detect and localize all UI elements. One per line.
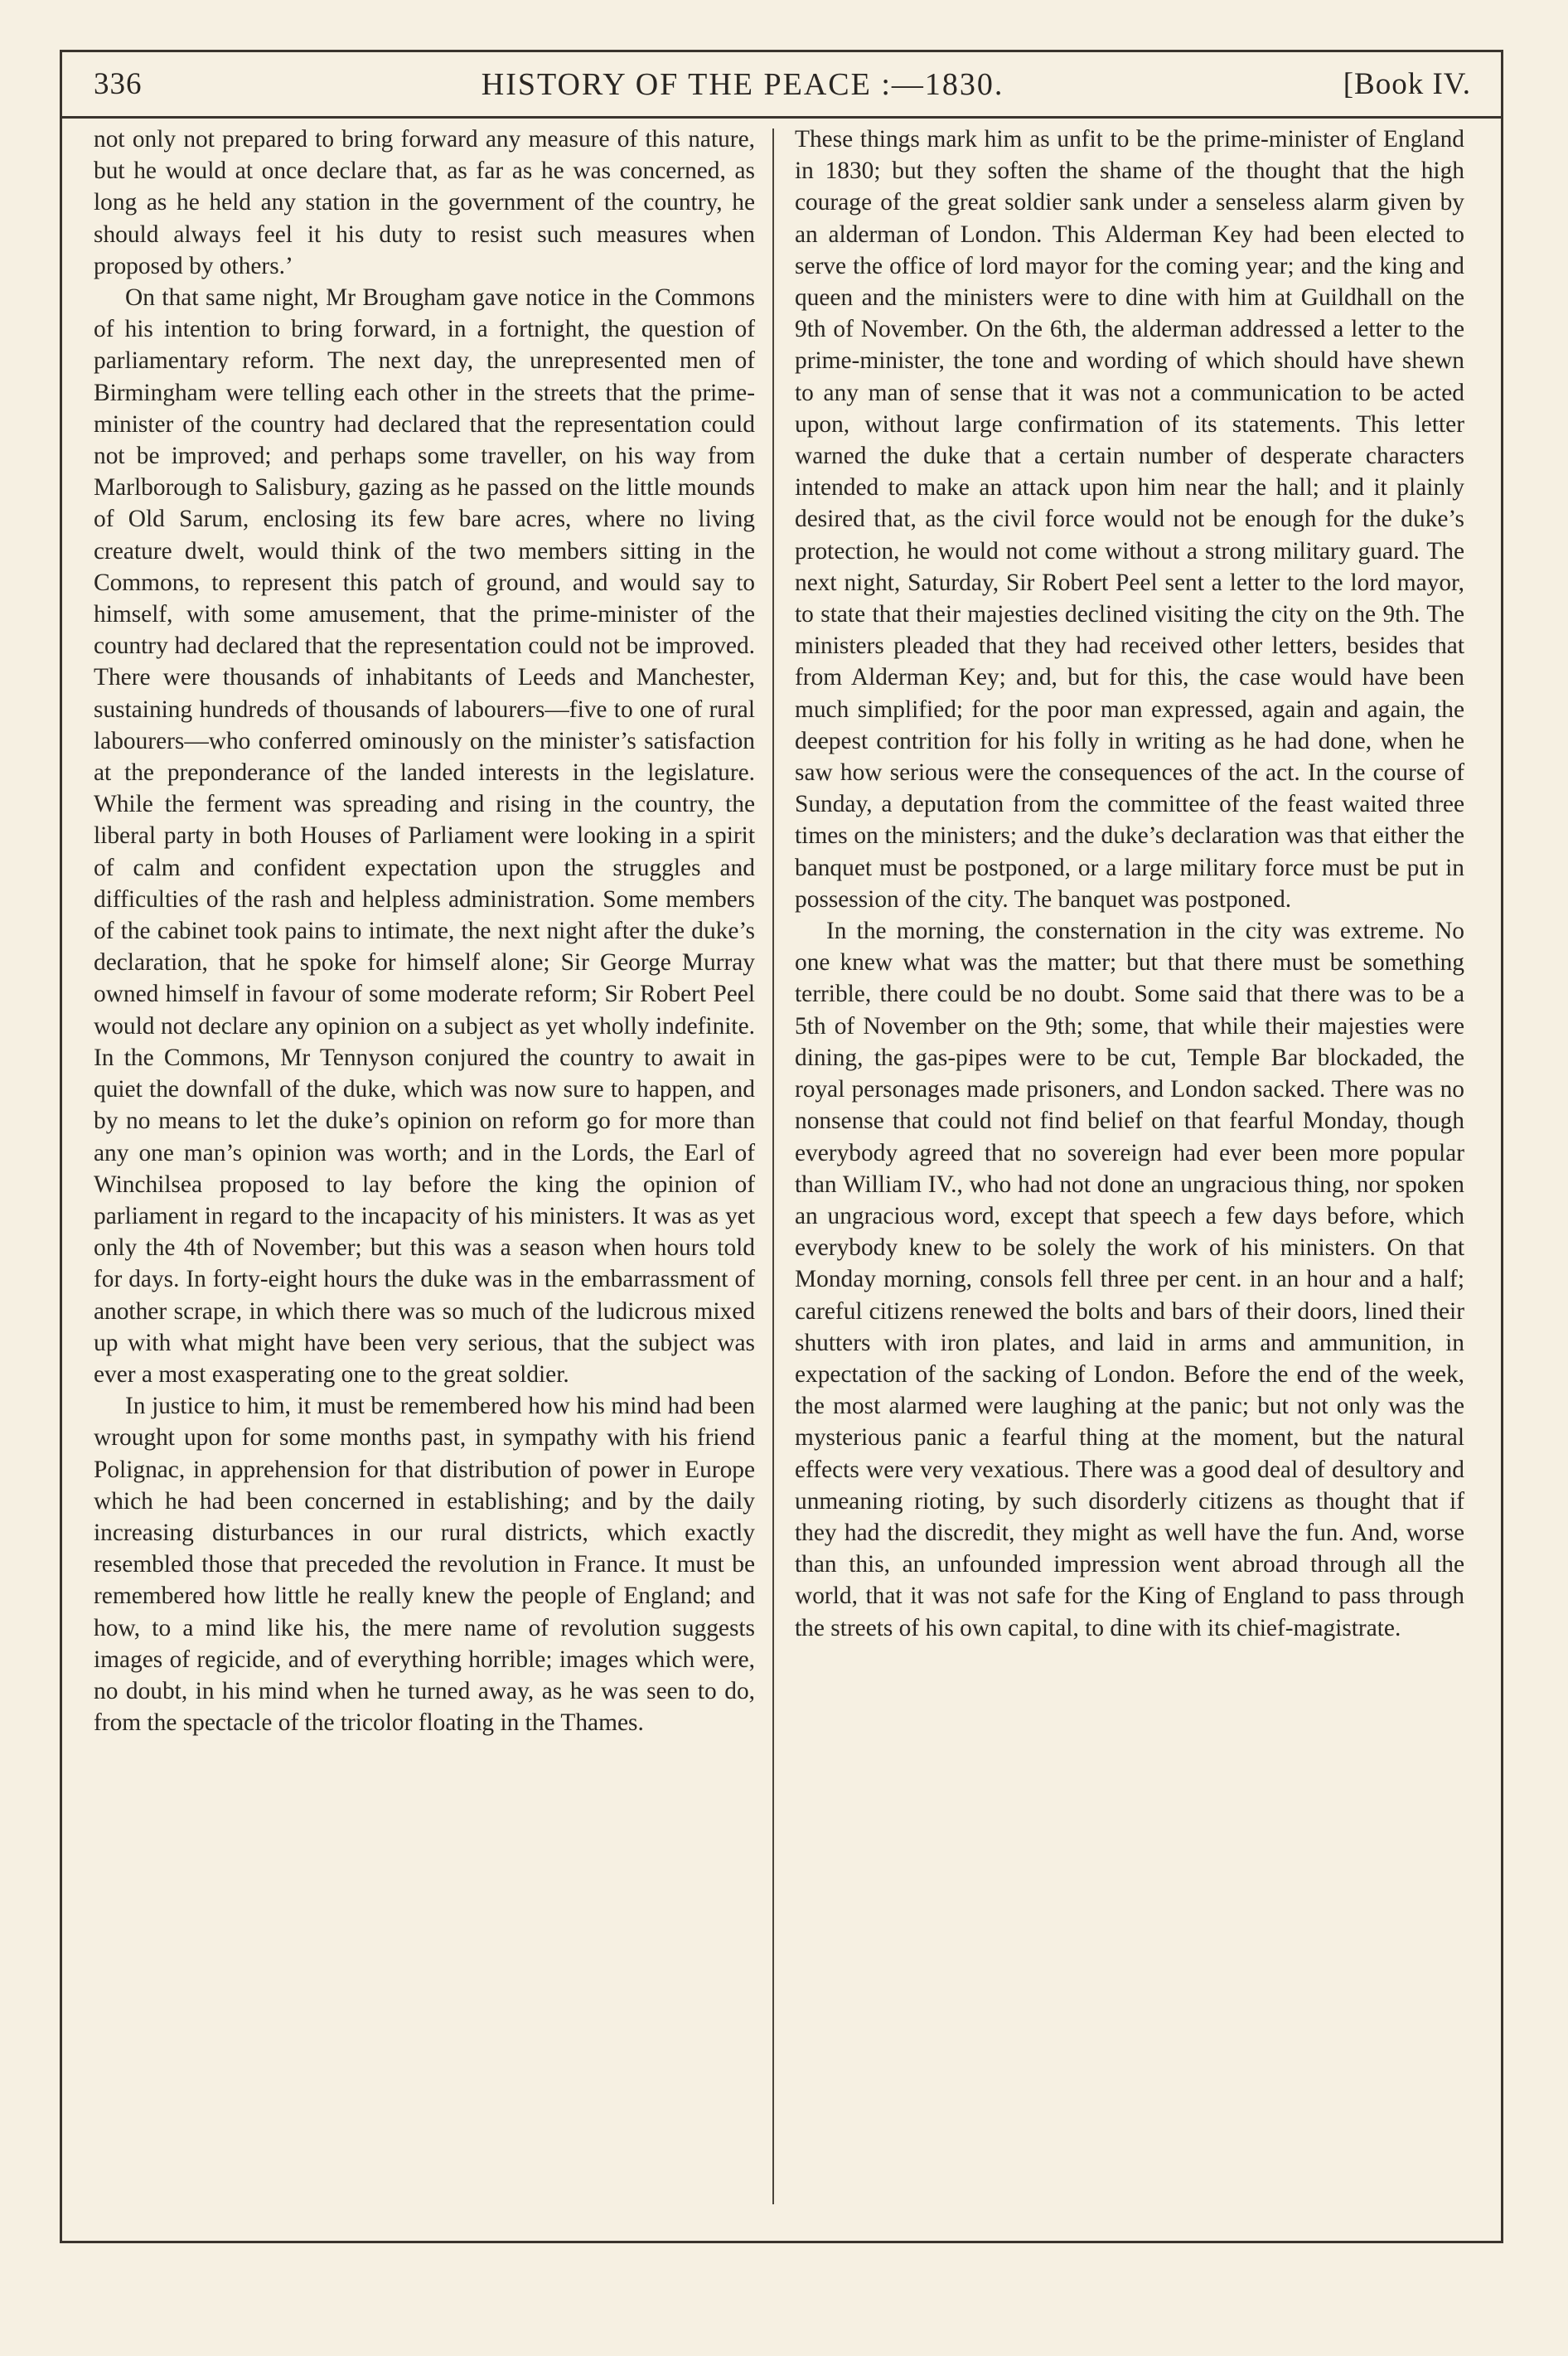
book-label: [Book IV. bbox=[1343, 67, 1471, 101]
left-column bbox=[94, 124, 755, 2209]
column-divider bbox=[772, 128, 774, 2204]
paragraph: On that same night, Mr Brougham gave notice in the Commons of his intention to bring forward, in a fortnight, the question of parliamentary reform. The next day, the unrepresented men of Birmingham were telling each other in the streets that the prime-minister of the country had declared that the representation could not be improved; and perhaps some traveller, on his way from Marlborough to Salisbury, gazing as he passed on the little mounds of Old Sarum, enclosing its few bare acres, where no living creature dwelt, would think of the two members sitting in the Commons, to represent this patch of ground, and would say to himself, with some amusement, that the prime-minister of the country had declared that the representation could not be improved. There were thousands of inhabitants of Leeds and Manchester, sustaining hundreds of thousands of labourers—five to one of rural labourers—who conferred ominously on the minister’s satisfaction at the preponderance of the landed interests in the legislature. While the ferment was spreading and rising in the country, the liberal party in both Houses of Parliament were looking in a spirit of calm and confident expectation upon the struggles and difficulties of the rash and helpless administration. Some members of the cabinet took pains to intimate, the next night after the duke’s declaration, that he spoke for himself alone; Sir George Murray owned himself in favour of some moderate reform; Sir Robert Peel would not declare any opinion on a subject as yet wholly indefinite. In the Commons, Mr Tennyson conjured the country to await in quiet the downfall of the duke, which was now sure to happen, and by no means to let the duke’s opinion on reform go for more than any one man’s opinion was worth; and in the Lords, the Earl of Winchilsea proposed to lay before the king the opinion of parliament in regard to the incapacity of his ministers. It was as yet only the 4th of November; but this was a season when hours told for days. In forty-eight hours the duke was in the embarrassment of another scrape, in which there was so much of the ludicrous mixed up with what might have been very serious, that the subject was ever a most exasperating one to the great soldier. bbox=[94, 284, 755, 1388]
paragraph: In the morning, the consternation in the city was extreme. No one knew what was the matter; but that there must be something terrible, there could be no doubt. Some said that there was to be a 5th of November on the 9th; some, that while their majesties were dining, the gas-pipes were to be cut, Temple Bar blockaded, the royal personages made prisoners, and London sacked. There was no nonsense that could not find belief on that fearful Monday, though everybody agreed that no sovereign had ever been more popular than William IV., who had not done an ungracious thing, nor spoken an ungracious word, except that speech a few days before, which everybody knew to be solely the work of his ministers. On that Monday morning, consols fell three per cent. in an hour and a half; careful citizens renewed the bolts and bars of their doors, lined their shutters with iron plates, and laid in arms and ammunition, in expectation of the sacking of London. Before the end of the week, the most alarmed were laughing at the panic; but not only was the mysterious panic a fearful thing at the moment, but the natural effects were very vexatious. There was a good deal of desultory and unmeaning rioting, by such disorderly citizens as thought that if they had the discredit, they might as well have the fun. And, worse than this, an unfounded impression went abroad through all the world, that it was not safe for the King of England to pass through the streets of his own capital, to dine with its chief-magistrate. bbox=[795, 918, 1464, 1641]
right-column bbox=[795, 124, 1464, 2209]
page-frame bbox=[60, 50, 1503, 2243]
page-number: 336 bbox=[94, 67, 143, 101]
running-header bbox=[62, 52, 1501, 119]
paragraph: These things mark him as unfit to be the prime-minister of England in 1830; but they soften the shame of the thought that the high courage of the great soldier sank under a senseless alarm given by an alderman of London. This Alderman Key had been elected to serve the office of lord mayor for the coming year; and the king and queen and the ministers were to dine with him at Guildhall on the 9th of November. On the 6th, the alderman addressed a letter to the prime-minister, the tone and wording of which should have shewn to any man of sense that it was not a communication to be acted upon, without large confirmation of its statements. This letter warned the duke that a certain number of desperate characters intended to make an attack upon him near the hall; and it plainly desired that, as the civil force would not be enough for the duke’s protection, he would not come without a strong military guard. The next night, Saturday, Sir Robert Peel sent a letter to the lord mayor, to state that their majesties declined visiting the city on the 9th. The ministers pleaded that they had received other letters, besides that from Alderman Key; and, but for this, the case would have been much simplified; for the poor man expressed, again and again, the deepest contrition for his folly in writing as he had done, when he saw how serious were the consequences of the act. In the course of Sunday, a deputation from the committee of the feast waited three times on the ministers; and the duke’s declaration was that either the banquet must be postponed, or a large military force must be put in possession of the city. The banquet was postponed. bbox=[795, 126, 1464, 913]
paragraph: not only not prepared to bring forward any measure of this nature, but he would at once declare that, as far as he was concerned, as long as he held any station in the government of the country, he should always feel it his duty to resist such measures when proposed by others.’ bbox=[94, 126, 755, 279]
text-columns bbox=[62, 124, 1501, 2209]
paragraph: In justice to him, it must be remembered how his mind had been wrought upon for some months past, in sympathy with his friend Polignac, in apprehension for that distribution of power in Europe which he had been concerned in establishing; and by the daily increasing disturbances in our rural districts, which exactly resembled those that preceded the revolution in France. It must be remembered how little he really knew the people of England; and how, to a mind like his, the mere name of revolution suggests images of regicide, and of everything horrible; images which were, no doubt, in his mind when he turned away, as he was seen to do, from the spectacle of the tricolor floating in the Thames. bbox=[94, 1393, 755, 1737]
running-title: HISTORY OF THE PEACE :—1830. bbox=[481, 66, 1004, 102]
